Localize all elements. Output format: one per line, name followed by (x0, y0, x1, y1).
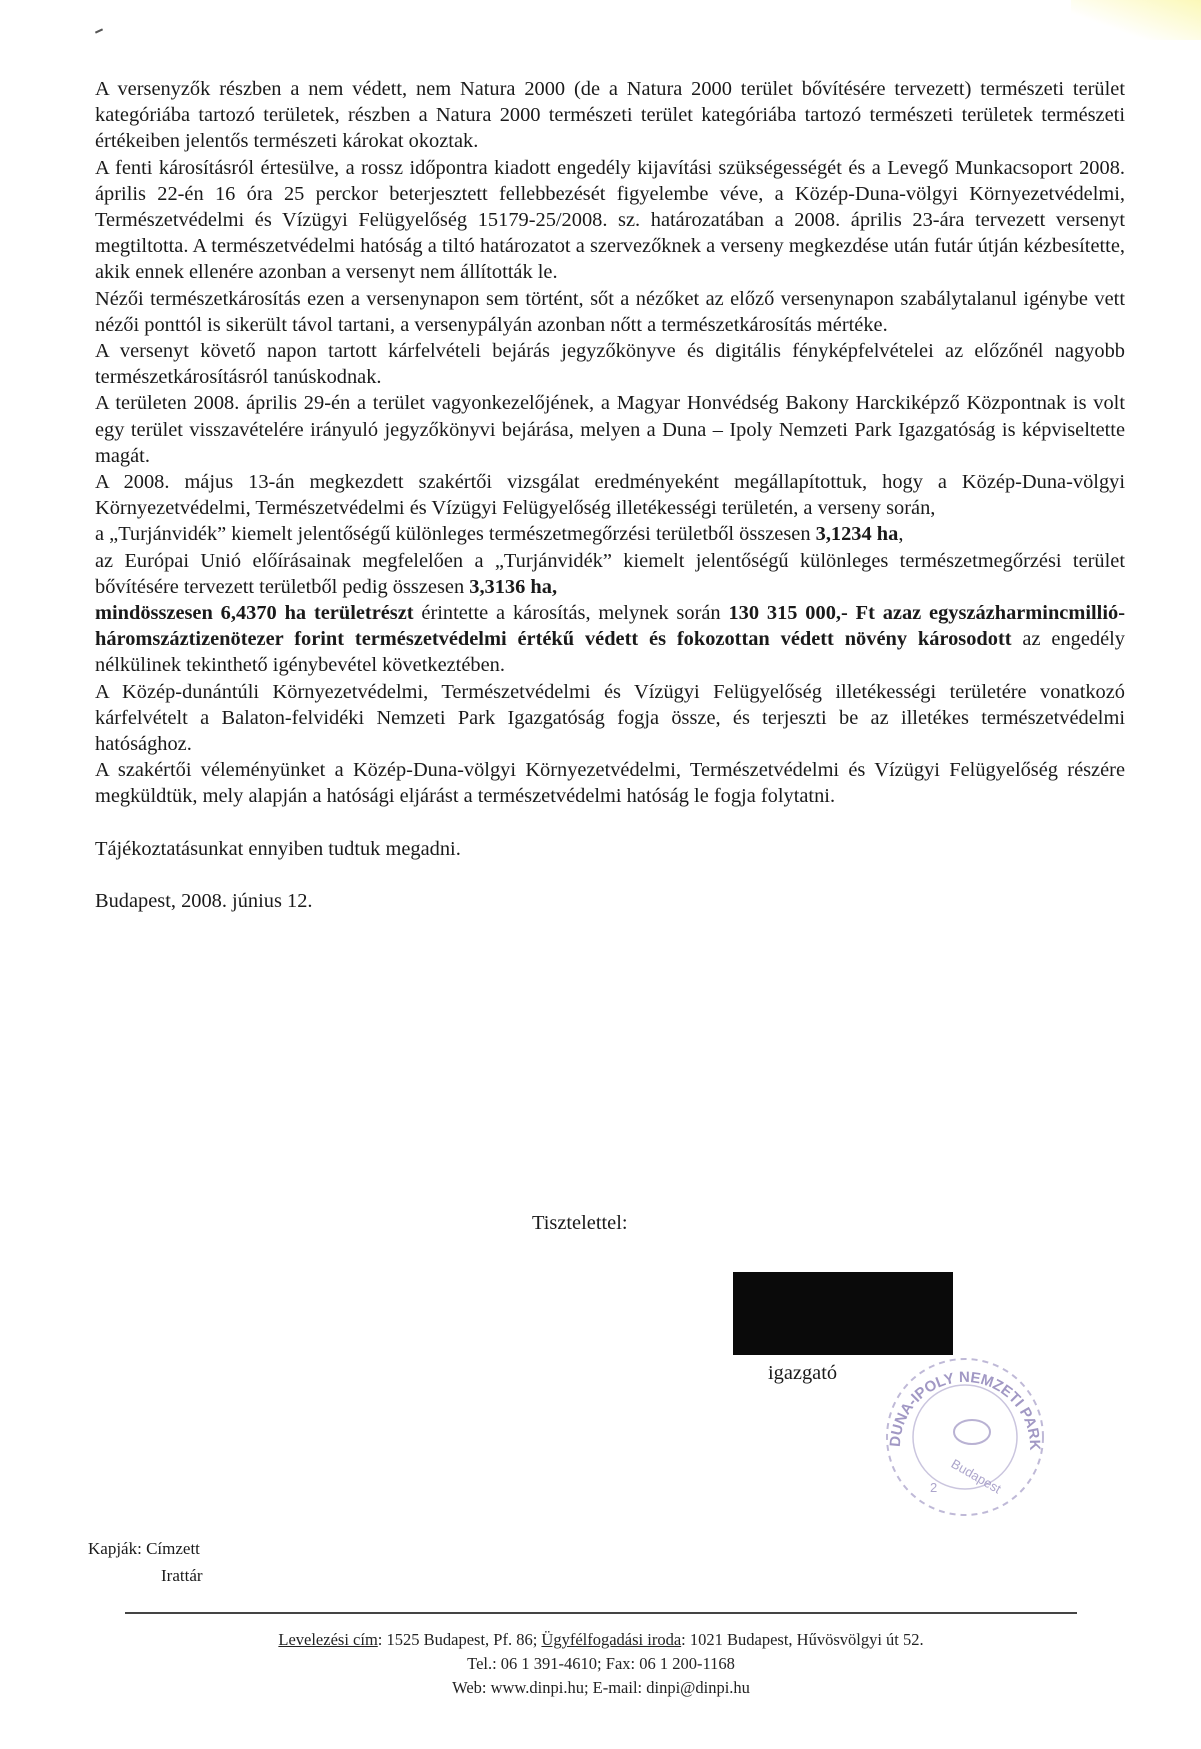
recipients (88, 1535, 203, 1589)
recipients-archive: Irattár (161, 1566, 203, 1585)
svg-text:DUNA-IPOLY NEMZETI PARK: DUNA-IPOLY NEMZETI PARK (886, 1368, 1044, 1451)
finding-text: az Európai Unió előírásainak megfelelően a „Turjánvidék” kiemelt jelentőségű különleges természetmegőrzési terület bővítésére tervezett területből pedig összesen (95, 549, 1125, 598)
closing-note: Tájékoztatásunkat ennyiben tudtuk megadni. (95, 837, 461, 860)
paragraph: Nézői természetkárosítás ezen a versenynapon sem történt, sőt a nézőket az előző versenynapon szabálytalanul igénybe vett nézői ponttól is sikerült távol tartani, a versenypályán azonban nőtt a természetkárosítás mértéke. (95, 287, 1125, 336)
paragraph: A 2008. május 13-án megkezdett szakértői vizsgálat eredményeként megállapítottuk, hogy a Közép-Duna-völgyi Környezetvédelmi, Természetvédelmi és Vízügyi Felügyelőség illetékességi területén, a verseny során, (95, 471, 1125, 520)
salutation: Tisztelettel: (532, 1212, 628, 1234)
recipients-label: Kapják: Címzett (88, 1539, 200, 1558)
svg-text:2: 2 (930, 1480, 938, 1495)
paragraph: A versenyt követő napon tartott kárfelvételi bejárás jegyzőkönyve és digitális fényképfelvételei az előzőnél nagyobb természetkárosításról tanúskodnak. (95, 340, 1125, 389)
letterhead-footer (125, 1628, 1077, 1700)
footer-phone-line: Tel.: 06 1 391-4610; Fax: 06 1 200-1168 (467, 1654, 735, 1673)
signer-title: igazgató (768, 1362, 838, 1384)
footer-address-line (125, 1628, 1077, 1652)
finding-total: mindösszesen 6,4370 ha területrészt (95, 602, 414, 625)
mail-label: Levelezési cím (278, 1630, 378, 1649)
paragraph: A területen 2008. április 29-én a terület vagyonkezelőjének, a Magyar Honvédség Bakony Harckiképző Központnak is volt egy terület visszavételére irányuló jegyzőkönyvi bejárása, melyen a Duna – Ipoly Nemzeti Park Igazgatóság is képviseltette magát. (95, 392, 1125, 467)
mail-value: : 1525 Budapest, Pf. 86; (377, 1630, 542, 1649)
scan-yellow-tint (1071, 0, 1201, 40)
footer-divider (125, 1612, 1077, 1614)
finding-damage: 130 315 000,- Ft azaz egyszázharmincmillió-háromszáztizenötezer forint természetvédelmi értékű védett és fokozottan védett növény károsodott (95, 602, 1125, 651)
finding-text: , (898, 523, 904, 546)
letter-body (95, 76, 1125, 914)
office-label: Ügyfélfogadási iroda (541, 1630, 682, 1649)
paragraph: A versenyzők részben a nem védett, nem Natura 2000 (de a Natura 2000 terület bővítésére tervezett) természeti terület kategóriába tartozó területek, részben a Natura 2000 természeti terület kategóriába tartozó természeti területek természeti értékeiben jelentős természeti károkat okoztak. (95, 78, 1125, 153)
finding-line-2 (95, 548, 1125, 600)
finding-line-1 (95, 521, 1125, 547)
place-date: Budapest, 2008. június 12. (95, 889, 313, 912)
paragraph: A fenti károsításról értesülve, a rossz időpontra kiadott engedély kijavítási szükségességét és a Levegő Munkacsoport 2008. április 22-én 16 óra 25 perckor beterjesztett fellebbezését figyelembe véve, a Közép-Duna-völgyi Környezetvédelmi, Természetvédelmi és Vízügyi Felügyelőség 15179-25/2008. sz. határozatában a 2008. április 23-ára tervezett versenyt megtiltotta. A természetvédelmi hatóság a tiltó határozatot a szervezőknek a verseny megkezdése után futár útján kézbesítette, akik ennek ellenére azonban a versenyt nem állították le. (95, 156, 1125, 284)
footer-web-line: Web: www.dinpi.hu; E-mail: dinpi@dinpi.hu (452, 1678, 750, 1697)
finding-line-3 (95, 600, 1125, 679)
paragraph: A Közép-dunántúli Környezetvédelmi, Természetvédelmi és Vízügyi Felügyelőség illetékességi területére vonatkozó kárfelvételt a Balaton-felvidéki Nemzeti Park Igazgatóság fogja össze, és terjeszti be az illetékes természetvédelmi hatósághoz. (95, 680, 1125, 756)
scan-speck (95, 28, 103, 33)
finding-area: 3,3136 ha, (469, 575, 558, 598)
finding-text: az engedély nélkülinek tekinthető igénybevétel következtében. (95, 628, 1125, 677)
finding-text: érintette a károsítás, melynek során (413, 602, 729, 625)
svg-text:Budapest: Budapest (948, 1455, 1004, 1497)
redacted-signature (733, 1272, 953, 1355)
finding-area: 3,1234 ha (815, 523, 899, 546)
official-stamp (880, 1352, 1050, 1522)
office-value: : 1021 Budapest, Hűvösvölgyi út 52. (681, 1630, 924, 1649)
finding-text: a „Turjánvidék” kiemelt jelentőségű különleges természetmegőrzési területből összesen (95, 523, 816, 546)
paragraph: A szakértői véleményünket a Közép-Duna-völgyi Környezetvédelmi, Természetvédelmi és Vízügyi Felügyelőség részére megküldtük, mely alapján a hatósági eljárást a természetvédelmi hatóság le fogja folytatni. (95, 759, 1125, 808)
